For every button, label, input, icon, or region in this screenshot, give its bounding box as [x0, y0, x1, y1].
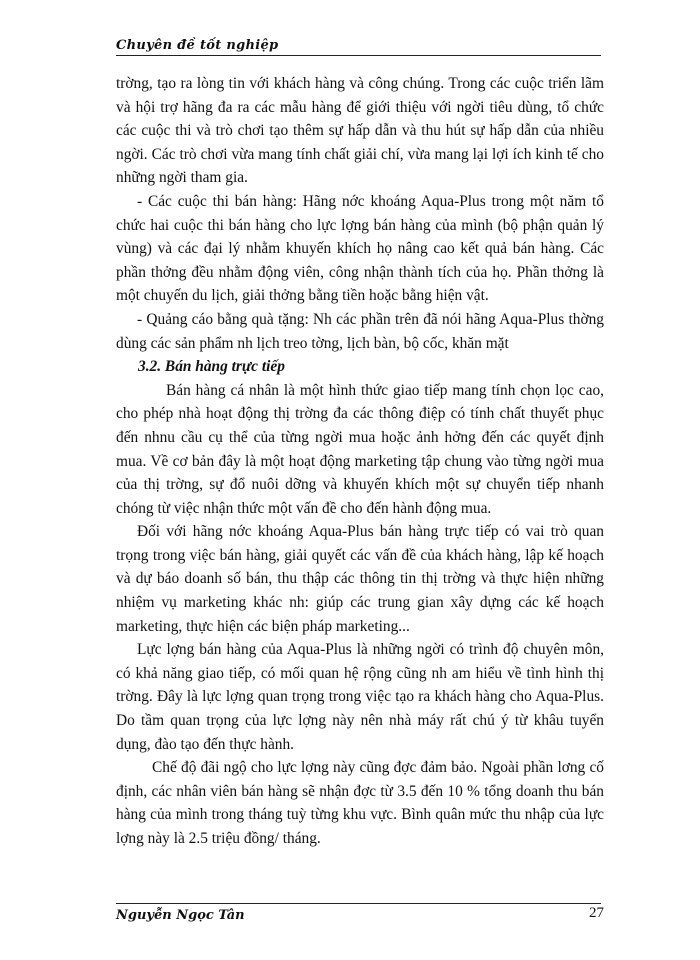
page-number: 27	[589, 905, 604, 921]
paragraph-sales-force: Lực lợng bán hàng của Aqua-Plus là những ngời có trình độ chuyên môn, có khả năng giao tiếp, có mối quan hệ rộng cũng nh am hiểu về tình hình thị trờng. Đây là lực lợng quan trọng trong việc tạo ra khách hàng cho Aqua-Plus. Do tầm quan trọng của lực lợng này nên nhà máy rất chú ý từ khâu tuyển dụng, đào tạo đến thực hành.	[116, 641, 604, 753]
running-header: Chuyên đề tốt nghiệp	[116, 38, 279, 53]
header-rule	[116, 55, 601, 56]
footer-rule	[116, 903, 601, 904]
paragraph-direct-sales-role: Đối với hãng nớc khoáng Aqua-Plus bán hàng trực tiếp có vai trò quan trọng trong việc bán hàng, giải quyết các vấn đề của khách hàng, lập kế hoạch và dự báo doanh số bán, thu thập các thông tin thị trờng và thực hiện những nhiệm vụ marketing khác nh: giúp các trung gian xây dựng các kế hoạch marketing, thực hiện các biện pháp marketing...	[116, 523, 604, 635]
paragraph-gift-advertising: - Quảng cáo bằng quà tặng: Nh các phần trên đã nói hãng Aqua-Plus thờng dùng các sản phẩm nh lịch treo tờng, lịch bàn, bộ cốc, khăn mặt	[116, 310, 604, 352]
paragraph-personal-selling: Bán hàng cá nhân là một hình thức giao tiếp mang tính chọn lọc cao, cho phép nhà hoạt động thị trờng đa các thông điệp có tính chất thuyết phục đến nhnu cầu cụ thể của từng ngời mua hoặc ảnh hởng đến các quyết định mua. Về cơ bản đây là một hoạt động marketing tập chung vào từng ngời mua của thị trờng, sự đổ nuôi dỡng và khuyến khích một sự chuyển tiếp nhanh chóng từ việc nhận thức một vấn đề cho đến hành động mua.	[116, 381, 604, 517]
paragraph-sales-contests: - Các cuộc thi bán hàng: Hãng nớc khoáng Aqua-Plus trong một năm tổ chức hai cuộc thi bán hàng cho lực lợng bán hàng của mình (bộ phận quản lý vùng) và các đại lý nhằm khuyến khích họ nâng cao kết quả bán hàng. Các phần thởng đều nhằm động viên, công nhận thành tích của họ. Phần thởng là một chuyến du lịch, giải thởng bằng tiền hoặc bằng hiện vật.	[116, 192, 604, 305]
footer-author: Nguyễn Ngọc Tân	[116, 908, 245, 923]
paragraph-compensation: Chế độ đãi ngộ cho lực lợng này cũng đợc đảm bảo. Ngoài phần lơng cố định, các nhân viên bán hàng sẽ nhận đợc từ 3.5 đến 10 % tổng doanh thu bán hàng của mình trong tháng tuỳ từng khu vực. Bình quân mức thu nhập của lực lợng này là 2.5 triệu đồng/ tháng.	[116, 759, 604, 847]
section-heading: 3.2. Bán hàng trực tiếp	[138, 358, 285, 376]
body-text	[116, 72, 604, 851]
paragraph-1: trờng, tạo ra lòng tin với khách hàng và công chúng. Trong các cuộc triển lãm và hội trợ hãng đa ra các mẫu hàng để giới thiệu với ngời tiêu dùng, tổ chức các cuộc thi và trò chơi tạo thêm sự hấp dẫn và thu hút sự hấp dẫn của nhiều ngời. Các trò chơi vừa mang tính chất giải chí, vừa mang lại lợi ích kinh tế cho những ngời tham gia.	[116, 75, 604, 187]
